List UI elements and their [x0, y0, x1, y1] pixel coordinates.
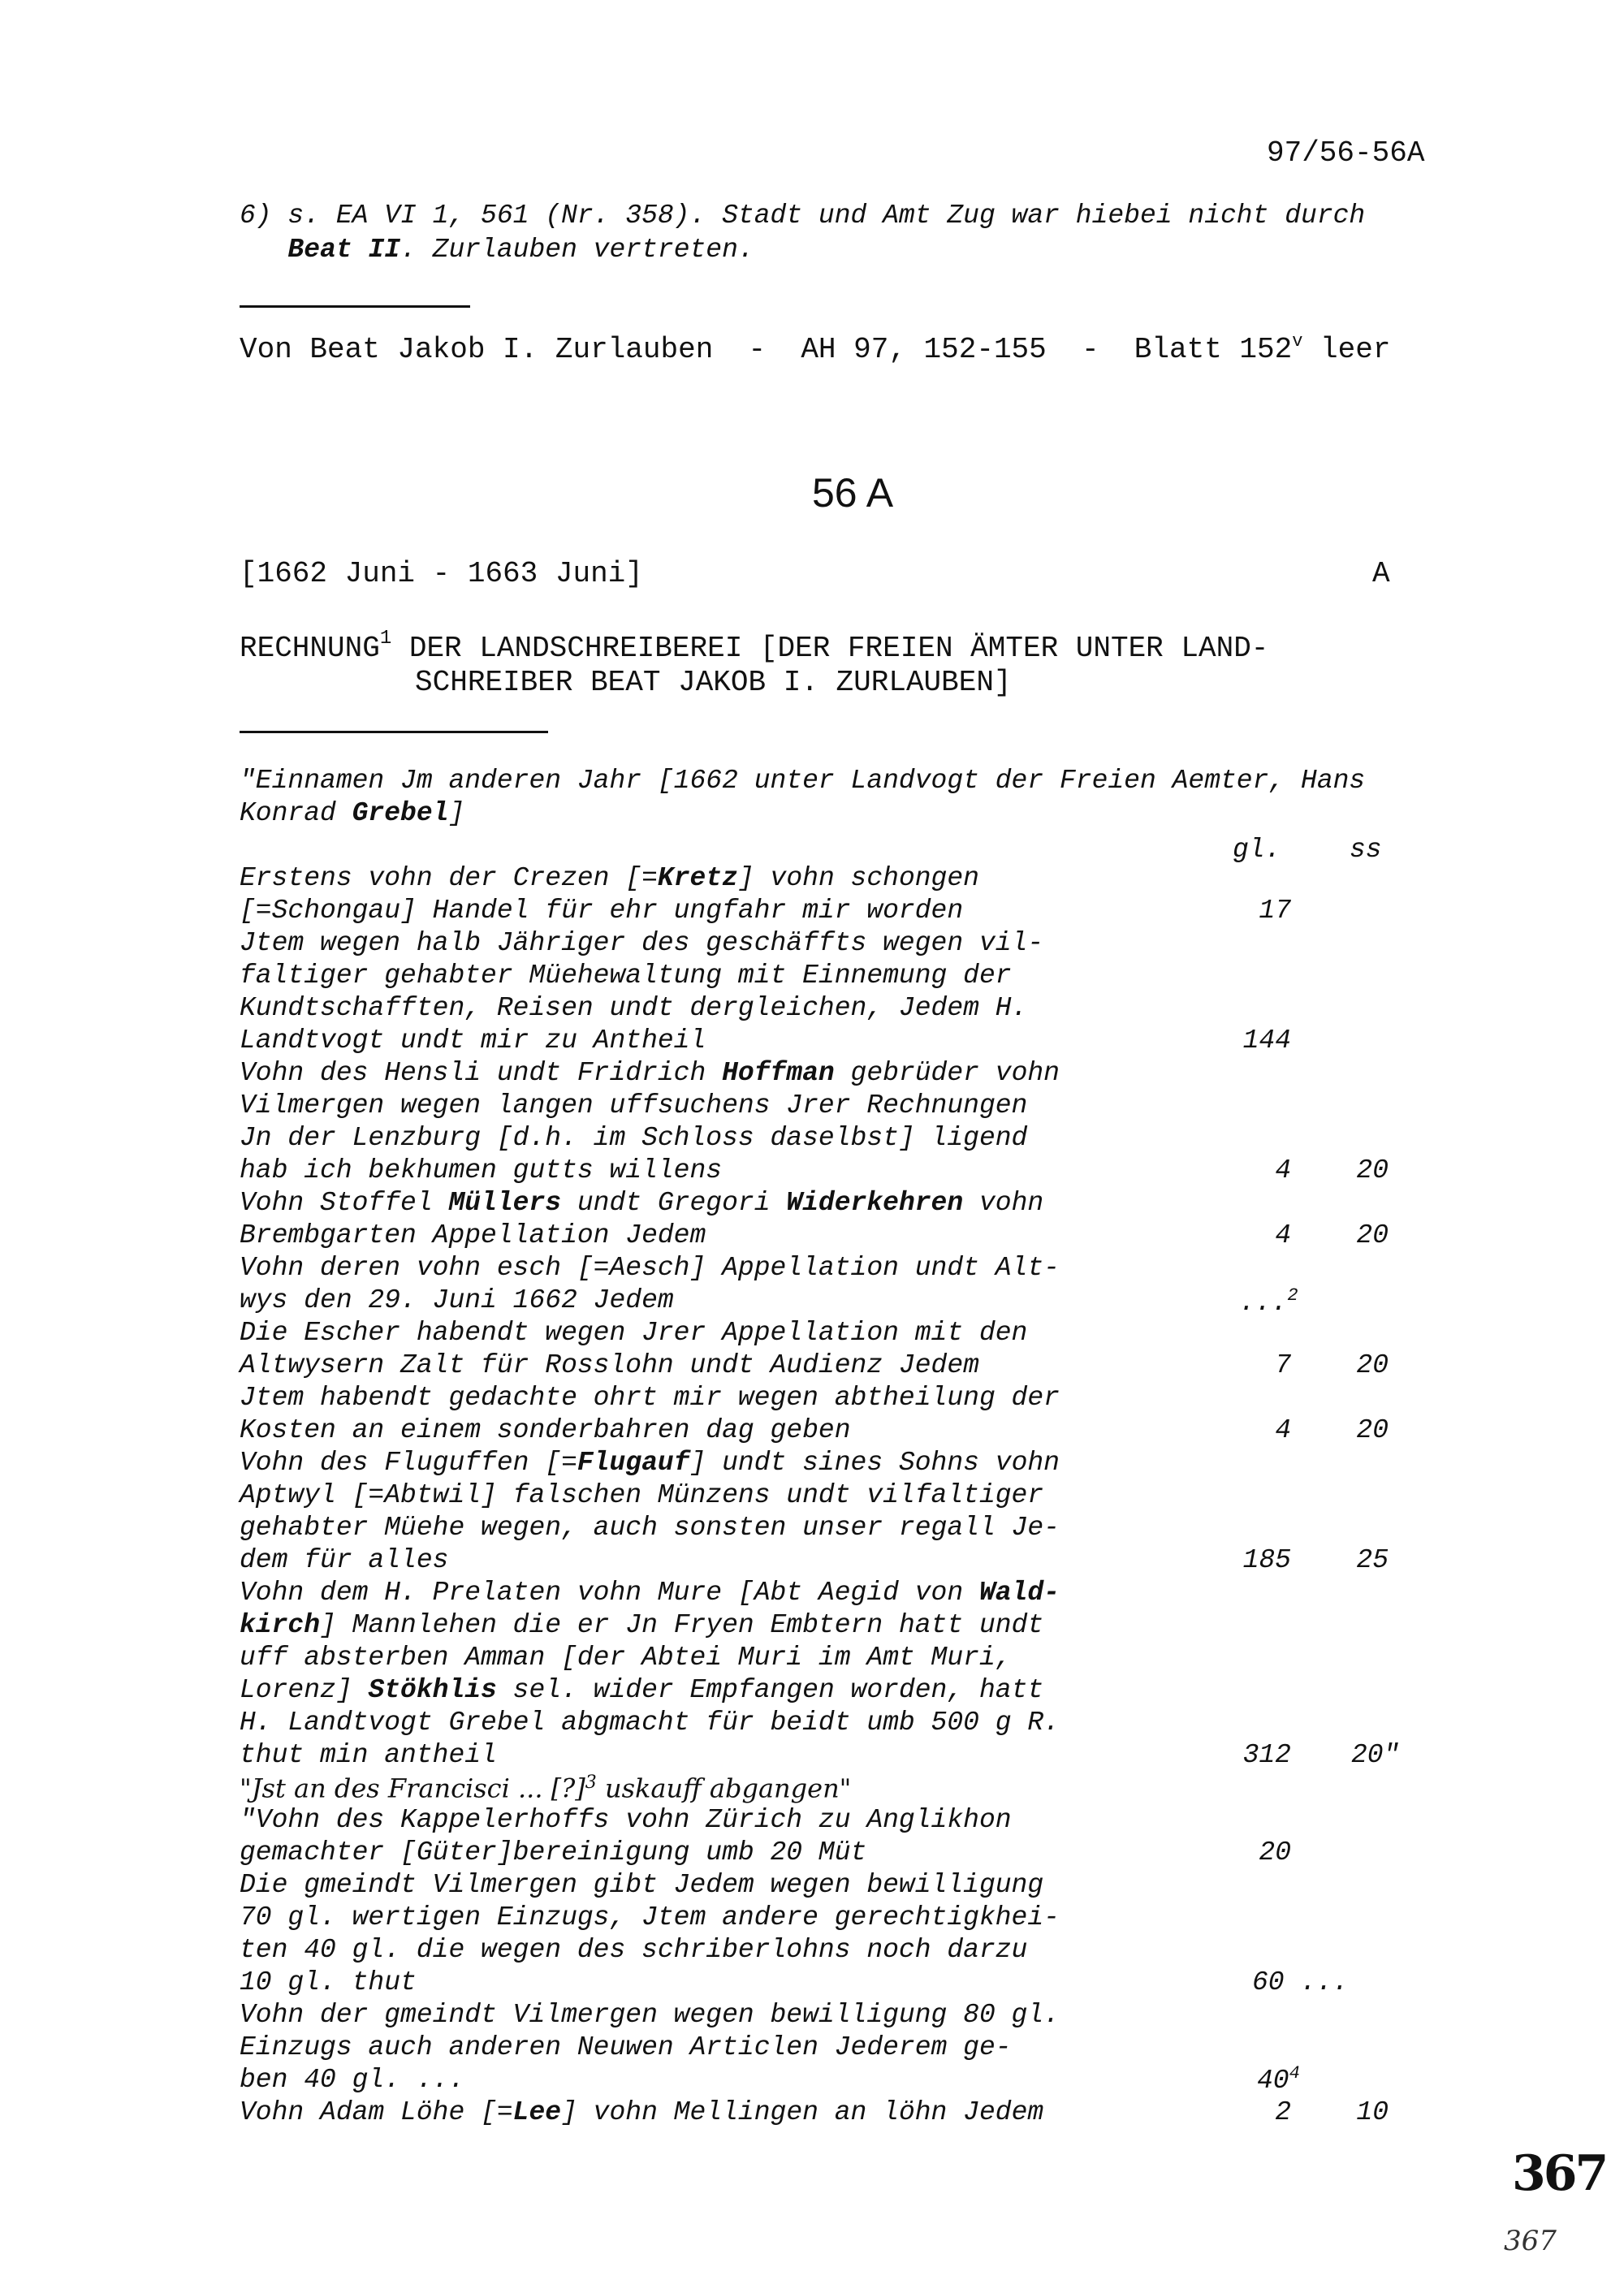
entry-line: 70 gl. wertigen Einzugs, Jtem andere gerechtigkhei- — [240, 1902, 1060, 1932]
document-number: 56 A — [812, 470, 894, 516]
amount-ss: 25 — [1356, 1545, 1389, 1575]
entry-line: "Vohn des Kappelerhoffs vohn Zürich zu Anglikhon — [240, 1805, 1012, 1835]
document-title — [240, 622, 1268, 700]
divider-rule-bottom — [240, 731, 548, 733]
entry-line: hab ich bekhumen gutts willens — [240, 1155, 723, 1185]
amount-gl: 4 — [1275, 1220, 1291, 1250]
text-segment: Vohn Stoffel — [240, 1188, 449, 1218]
name-bold: Müllers — [448, 1188, 562, 1218]
entry-line: Jtem habendt gedachte ohrt mir wegen abtheilung der — [240, 1383, 1060, 1413]
name-bold: Stökhlis — [368, 1675, 497, 1705]
entry-line — [240, 863, 979, 893]
entry-line — [240, 1610, 1043, 1640]
entry-line — [240, 1578, 1060, 1608]
entry-line — [240, 1058, 1060, 1088]
intro-name: Grebel — [352, 798, 449, 828]
amount-ss: 20" — [1351, 1740, 1400, 1770]
amount-ss: 20 — [1356, 1350, 1389, 1380]
footnote-6 — [240, 199, 1365, 267]
entry-line: Aptwyl [=Abtwil] falschen Münzens undt vilfaltiger — [240, 1480, 1044, 1510]
footnote-marker: 2 — [1287, 1285, 1298, 1306]
text-segment: undt Gregori — [561, 1188, 787, 1218]
folio-number-handwritten: 367 — [1512, 2145, 1607, 2202]
entry-line: dem für alles — [240, 1545, 449, 1575]
amount-gl: 4 — [1275, 1415, 1291, 1445]
name-bold: Flugauf — [577, 1448, 690, 1478]
amount-ss: 20 — [1356, 1155, 1389, 1185]
footnote-6-line1: 6) s. EA VI 1, 561 (Nr. 358). Stadt und Amt Zug war hiebei nicht durch — [240, 201, 1366, 231]
name-bold: Hoffman — [722, 1058, 835, 1088]
date-range: [1662 Juni - 1663 Juni] — [240, 557, 643, 590]
name-bold: kirch — [240, 1610, 321, 1640]
amount-gl: 7 — [1275, 1350, 1291, 1380]
footnote-marker: 4 — [1289, 2063, 1300, 2084]
entry-line: ten 40 gl. die wegen des schriberlohns noch darzu — [240, 1935, 1028, 1965]
entry-line: [=Schongau] Handel für ehr ungfahr mir worden — [240, 896, 964, 926]
column-header-gl: gl. — [1233, 835, 1281, 865]
source-text: Von Beat Jakob I. Zurlauben - AH 97, 152-155 - Blatt 152 — [240, 333, 1293, 366]
name-bold: Widerkehren — [786, 1188, 964, 1218]
entry-line: uff absterben Amman [der Abtei Muri im Amt Muri, — [240, 1643, 1012, 1673]
name-bold: Kretz — [657, 863, 738, 893]
entry-line: Einzugs auch anderen Neuwen Articlen Jederem ge- — [240, 2032, 1012, 2062]
entry-line: H. Landtvogt Grebel abgmacht für beidt umb 500 g R. — [240, 1708, 1060, 1738]
text-segment: Vohn des Fluguffen [= — [240, 1448, 577, 1478]
title-line1-rest: DER LANDSCHREIBEREI [DER FREIEN ÄMTER UNTER LAND- — [391, 632, 1269, 665]
name-bold: Lee — [512, 2097, 562, 2127]
entry-line — [240, 1675, 1043, 1705]
title-footnote-marker: 1 — [379, 628, 392, 650]
title-word: RECHNUNG — [240, 632, 380, 665]
amount-gl: 312 — [1242, 1740, 1291, 1770]
entry-line: Kundtschafften, Reisen undt dergleichen, Jedem H. — [240, 993, 1028, 1023]
amount-value: 40 — [1257, 2066, 1289, 2096]
intro-line1: "Einnamen Jm anderen Jahr [1662 unter Landvogt der Freien Aemter, Hans — [240, 766, 1366, 796]
entry-line: 10 gl. thut — [240, 1967, 417, 1997]
footnote-6-line2: . Zurlauben vertreten. — [400, 235, 754, 265]
entry-line: Brembgarten Appellation Jedem — [240, 1220, 706, 1250]
amount-gl: 4 — [1275, 1155, 1291, 1185]
amount-ss: 20 — [1356, 1220, 1389, 1250]
text-segment: vohn — [963, 1188, 1044, 1218]
amount-gl: 144 — [1242, 1026, 1291, 1056]
amount-gl: 2 — [1275, 2097, 1291, 2127]
text-segment: Vohn dem H. Prelaten vohn Mure [Abt Aegid von — [240, 1578, 979, 1608]
entry-line: Die gmeindt Vilmergen gibt Jedem wegen bewilligung — [240, 1870, 1044, 1900]
entry-line: Landtvogt undt mir zu Antheil — [240, 1026, 706, 1056]
title-line2: SCHREIBER BEAT JAKOB I. ZURLAUBEN] — [415, 666, 1012, 699]
page-reference: 97/56-56A — [1267, 136, 1425, 170]
footnote-6-name: Beat II — [287, 235, 401, 265]
entry-line: ben 40 gl. ... — [240, 2065, 465, 2095]
entry-line: Jn der Lenzburg [d.h. im Schloss daselbst] ligend — [240, 1123, 1028, 1153]
entry-line — [240, 2097, 1043, 2127]
intro-line2 — [240, 798, 464, 828]
entry-line: thut min antheil — [240, 1740, 497, 1770]
column-header-ss: ss — [1350, 835, 1382, 865]
amount-ss: 20 — [1356, 1415, 1389, 1445]
amount-gl: 60 ... — [1252, 1967, 1349, 1997]
entry-line: gehabter Müehe wegen, auch sonsten unser regall Je- — [240, 1513, 1060, 1543]
entry-line: wys den 29. Juni 1662 Jedem — [240, 1285, 674, 1315]
entry-line: gemachter [Güter]bereinigung umb 20 Müt — [240, 1837, 867, 1868]
amount-gl — [1239, 1285, 1298, 1318]
source-line — [240, 331, 1390, 366]
handwritten-note-line — [240, 1773, 851, 1804]
amount-ss: 10 — [1356, 2097, 1389, 2127]
text-segment: uskauff abgangen" — [596, 1773, 852, 1804]
amount-value: ... — [1239, 1288, 1288, 1318]
amount-gl: 185 — [1242, 1545, 1291, 1575]
text-segment: Erstens vohn der Crezen [= — [240, 863, 658, 893]
intro-line2-pre: Konrad — [240, 798, 352, 828]
amount-gl: 17 — [1259, 896, 1291, 926]
entry-line: Altwysern Zalt für Rosslohn undt Audienz Jedem — [240, 1350, 979, 1380]
text-segment: gebrüder vohn — [834, 1058, 1060, 1088]
entry-line: Vilmergen wegen langen uffsuchens Jrer Rechnungen — [240, 1090, 1028, 1121]
source-superscript: v — [1292, 331, 1303, 352]
text-segment: ] vohn schongen — [737, 863, 979, 893]
text-segment: "Jst an des Francisci ... [?] — [240, 1773, 585, 1804]
text-segment: Vohn Adam Löhe [= — [240, 2097, 513, 2127]
text-segment: Lorenz] — [240, 1675, 369, 1705]
entry-line: Vohn der gmeindt Vilmergen wegen bewilligung 80 gl. — [240, 2000, 1060, 2030]
entry-line: Die Escher habendt wegen Jrer Appellation mit den — [240, 1318, 1028, 1348]
entry-line: Jtem wegen halb Jähriger des geschäffts wegen vil- — [240, 928, 1044, 958]
entry-line — [240, 1188, 1043, 1218]
name-bold: Wald- — [978, 1578, 1060, 1608]
folio-number-small: 367 — [1504, 2225, 1557, 2257]
source-after: leer — [1302, 333, 1391, 366]
version-letter: A — [1372, 557, 1390, 590]
entry-line — [240, 1448, 1060, 1478]
footnote-marker: 3 — [585, 1773, 597, 1793]
text-segment: Vohn des Hensli undt Fridrich — [240, 1058, 723, 1088]
text-segment: ] Mannlehen die er Jn Fryen Embtern hatt undt — [320, 1610, 1044, 1640]
entry-line: faltiger gehabter Müehewaltung mit Einnemung der — [240, 961, 1012, 991]
amount-gl: 20 — [1259, 1837, 1291, 1868]
intro-line2-post: ] — [448, 798, 465, 828]
text-segment: ] vohn Mellingen an löhn Jedem — [561, 2097, 1044, 2127]
entry-line: Vohn deren vohn esch [=Aesch] Appellation undt Alt- — [240, 1253, 1060, 1283]
amount-gl — [1257, 2063, 1300, 2096]
entry-line: Kosten an einem sonderbahren dag geben — [240, 1415, 851, 1445]
divider-rule-top — [240, 305, 470, 308]
text-segment: sel. wider Empfangen worden, hatt — [496, 1675, 1044, 1705]
text-segment: ] undt sines Sohns vohn — [689, 1448, 1060, 1478]
